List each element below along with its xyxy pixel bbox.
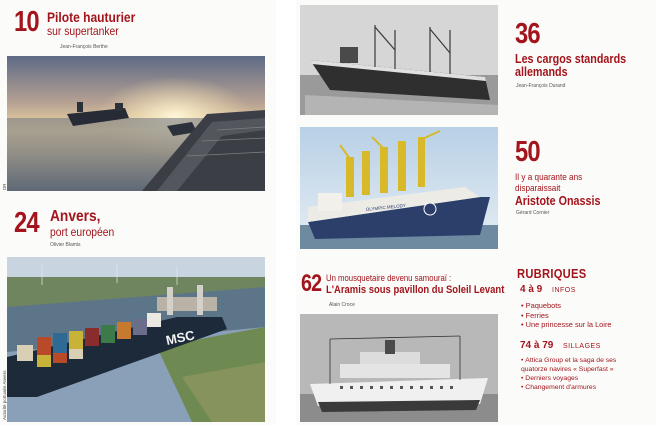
article-title-aramis: L'Aramis sous pavillon du Soleil Levant bbox=[326, 284, 505, 296]
photo-antwerp-container-ship bbox=[7, 257, 265, 422]
left-page bbox=[0, 0, 276, 425]
sillages-list bbox=[521, 356, 639, 392]
article-intro-aramis: Un mousquetaire devenu samouraï : bbox=[326, 273, 452, 283]
rubriques-title: RUBRIQUES bbox=[517, 266, 587, 281]
photo-aramis-liner bbox=[300, 314, 498, 422]
article-author-onassis: Gérard Cornier bbox=[516, 210, 550, 216]
photo-supertanker-sunset bbox=[7, 56, 265, 191]
ship-msc-label: MSC bbox=[164, 327, 196, 348]
article-title-anvers: Anvers, bbox=[50, 208, 101, 225]
article-number-10: 10 bbox=[14, 6, 39, 38]
infos-page-range: 4 à 9 bbox=[520, 284, 543, 295]
photo-olympic-melody bbox=[300, 127, 498, 249]
list-item: • Paquebots bbox=[521, 301, 612, 311]
article-title-pilote: Pilote hauturier bbox=[47, 9, 136, 25]
list-item: • Changement d'armures bbox=[521, 383, 639, 392]
article-author-anvers: Olivier Blamis bbox=[50, 242, 81, 248]
article-number-50: 50 bbox=[515, 136, 540, 168]
list-item: • Derniers voyages bbox=[521, 374, 639, 383]
infos-label: INFOS bbox=[552, 287, 576, 294]
article-number-24: 24 bbox=[14, 207, 39, 239]
article-author-aramis: Alain Croce bbox=[329, 302, 355, 308]
article-title-cargos-line1: Les cargos standards bbox=[515, 52, 627, 66]
list-item: • Une princesse sur la Loire bbox=[521, 320, 612, 330]
article-title-cargos bbox=[515, 53, 626, 79]
article-author-cargos: Jean-François Durand bbox=[516, 83, 566, 89]
article-number-62: 62 bbox=[301, 270, 322, 297]
article-title-onassis: Aristote Onassis bbox=[515, 194, 601, 208]
article-subtitle-anvers: port européen bbox=[50, 225, 115, 239]
article-number-36: 36 bbox=[515, 18, 540, 50]
list-item: • Ferries bbox=[521, 311, 612, 321]
right-page bbox=[296, 0, 656, 425]
sillages-page-range: 74 à 79 bbox=[520, 340, 554, 351]
ship-olympic-melody-label: OLYMPIC MELODY bbox=[365, 202, 407, 212]
article-intro-line2: disparaissait bbox=[515, 183, 561, 194]
article-intro-line1: Il y a quarante ans bbox=[515, 172, 583, 183]
article-author-pilote: Jean-François Berthe bbox=[60, 44, 108, 50]
photo-credit-antwerp: Autorité portuaire Anvers bbox=[2, 370, 7, 420]
photo-german-standard-cargo bbox=[300, 5, 498, 115]
article-intro-onassis bbox=[515, 172, 582, 194]
article-title-cargos-line2: allemands bbox=[515, 65, 568, 80]
page-gutter bbox=[276, 0, 296, 425]
list-item: • Attica Group et la saga de ses quatorze navires « Superfast » bbox=[521, 356, 639, 374]
sillages-label: SILLAGES bbox=[563, 343, 601, 350]
photo-credit-dr: DR bbox=[2, 183, 7, 190]
article-subtitle-pilote: sur supertanker bbox=[47, 24, 119, 38]
infos-list bbox=[521, 301, 612, 330]
